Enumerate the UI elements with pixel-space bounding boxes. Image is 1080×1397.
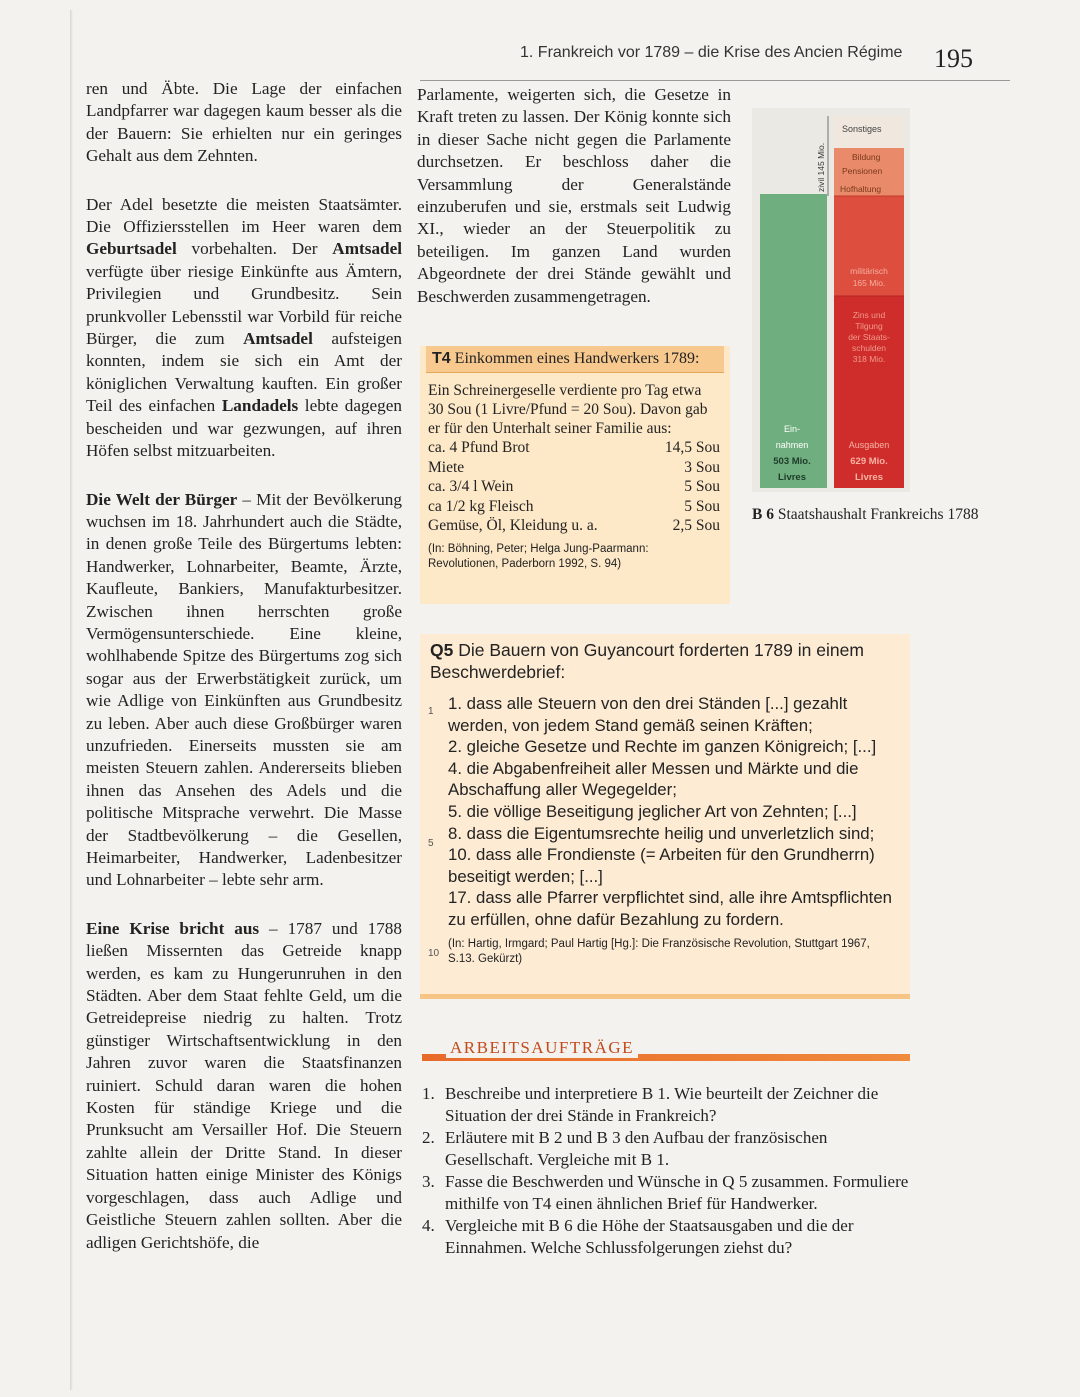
term-amtsadel: Amtsadel — [332, 239, 402, 259]
label-debt-3: der Staats- — [848, 332, 890, 342]
text-run: – 1787 und 1788 ließen Missernten das Getreide knapp werden, es kam zu Hungerunruhen in den Städten. Aber dem Staat fehlte Geld, um die Getreidepreise niedrig zu halten. Trotz günstiger Wirtschaftsentwicklung in den Jahren zuvor waren die Staatsfinanzen ruiniert. Schuld daran waren die hohen Kosten für ständige Kriege und die Prunksucht am Versailler Hof. Die Steuern zahlte allein der Dritte Stand. In dieser Situation hatten einige Minister des Königs vorgeschlagen, dass auch Adlige und Geistliche Steuern zahlen sollten. Aber die adligen Gerichtshöfe, die — [86, 918, 402, 1252]
t4-title-text: Einkommen eines Handwerkers 1789: — [454, 350, 700, 367]
t4-cost: 5 Sou — [684, 478, 720, 495]
t4-cost: 3 Sou — [684, 458, 720, 476]
t4-item: ca. 4 Pfund Brot — [428, 439, 530, 456]
arbeitsauftraege-heading — [422, 1038, 912, 1064]
task-item — [422, 1083, 914, 1127]
b6-caption-text: Staatshaushalt Frankreichs 1788 — [777, 506, 979, 523]
t4-item: ca 1/2 kg Fleisch — [428, 497, 534, 515]
q5-demand: 17. dass alle Pfarrer verpflichtet sind, alle ihre Amtspflichten zu erfüllen, ohne dafür Bezahlung zu fordern. — [448, 888, 892, 929]
task-number: 4. — [422, 1216, 435, 1235]
t4-row — [428, 458, 720, 478]
t4-intro: Ein Schreinergeselle verdiente pro Tag etwa 30 Sou (1 Livre/Pfund = 20 Sou). Davon gab er für den Unterhalt seiner Familie aus: — [428, 382, 708, 437]
header-rule — [420, 80, 1010, 81]
t4-cost: 14,5 Sou — [664, 439, 720, 456]
text-run: vorbehalten. Der — [176, 239, 333, 259]
t4-cost: 2,5 Sou — [672, 517, 720, 534]
t4-cost: 5 Sou — [684, 497, 720, 515]
label-debt-4: schulden — [851, 343, 887, 353]
label-expenses-3: Livres — [855, 472, 883, 483]
label-income-1: Ein- — [783, 424, 801, 434]
term-landadel: Landadels — [221, 396, 299, 416]
t4-source: (In: Böhning, Peter; Helga Jung-Paarmann: Revolutionen, Paderborn 1992, S. 94) — [428, 542, 649, 570]
text-run: aufsteigen konnten, indem sie sich ein Amt der königlichen Verwaltung kauften. Ein großer Teil des einfachen — [86, 329, 402, 416]
q5-demand: 2. gleiche Gesetze und Rechte im ganzen Königreich; [...] — [448, 737, 877, 757]
paragraph-clergy: ren und Äbte. Die Lage der einfachen Landpfarrer war dagegen kaum besser als die der Bauern: Sie erhielten nur ein geringes Gehalt aus dem Zehnten. — [86, 79, 402, 166]
t4-label: T4 — [432, 350, 451, 367]
b6-caption — [752, 505, 978, 525]
text-run: Der Adel besetzte die meisten Staatsämter. Die Offiziersstellen im Heer waren dem — [86, 194, 402, 237]
task-text: Beschreibe und interpretiere B 1. Wie beurteilt der Zeichner die Situation der drei Stände in Frankreich? — [445, 1084, 879, 1125]
paragraph-nobility — [86, 194, 402, 463]
task-list — [422, 1083, 914, 1259]
line-number: 5 — [428, 838, 434, 849]
q5-demand: 8. dass die Eigentumsrechte heilig und unverletzlich sind; — [448, 823, 875, 843]
t4-row — [428, 497, 720, 517]
text-run: – Mit der Bevölkerung wuchsen im 18. Jahrhundert auch die Städte, in denen große Teile des Bürgertums lebten: Handwerker, Lohnarbeiter, Beamte, Ärzte, Kaufleute, Bankiers, Manufakturbesitzer. Zwischen ihnen herrschten große Vermögensunterschiede. Eine kleine, wohlhabende Spitze des Bürgertums zog sich sogar aus der Erwerbstätigkeit zurück, um wie Adlige von Einkünften aus Grundbesitz zu leben. Aber auch diese Großbürger waren unzufrieden. Einerseits mussten sie am meisten Steuern zahlen. Andererseits blieben ihnen das Ansehen des Adels und die politische Mitsprache verwehrt. Die Masse der Stadtbevölkerung – die Gesellen, Heimarbeiter, Handwerker, Ladenbesitzer und Lohnarbeiter – lebte sehr arm. — [86, 489, 402, 890]
t4-item: Gemüse, Öl, Kleidung u. a. — [428, 517, 598, 534]
q5-demand: 1. dass alle Steuern von den drei Ständen [...] gezahlt werden, von jedem Stand gemäß seinen Kräften; — [448, 694, 848, 735]
label-bildung: Bildung — [852, 152, 881, 162]
page-number: 195 — [934, 44, 973, 73]
t4-expense-table — [428, 438, 720, 536]
t4-title — [426, 346, 724, 373]
q5-title: Die Bauern von Guyancourt forderten 1789 in einem Beschwerdebrief: — [430, 640, 864, 682]
task-text: Fasse die Beschwerden und Wünsche in Q 5 zusammen. Formuliere mithilfe von T4 einen ähnlichen Brief für Handwerker. — [445, 1172, 909, 1213]
q5-label: Q5 — [430, 640, 454, 660]
running-title: 1. Frankreich vor 1789 – die Krise des Ancien Régime — [520, 44, 903, 61]
term-geburtsadel: Geburtsadel — [86, 239, 177, 259]
task-text: Vergleiche mit B 6 die Höhe der Staatsausgaben und die der Einnahmen. Welche Schlussfolgerungen ziehst du? — [445, 1216, 854, 1257]
label-debt-5: 318 Mio. — [852, 354, 886, 364]
q5-demand: 10. dass alle Frondienste (= Arbeiten für den Grundherrn) beseitigt werden; [...] — [448, 845, 875, 886]
label-pensionen: Pensionen — [842, 166, 883, 176]
section-heading-krise: Eine Krise bricht aus — [86, 918, 260, 938]
heading-label: ARBEITSAUFTRÄGE — [446, 1038, 638, 1058]
task-number: 3. — [422, 1172, 435, 1191]
q5-source: (In: Hartig, Irmgard; Paul Hartig [Hg.]: Die Französische Revolution, Stuttgart 1967, S.13. Gekürzt) — [448, 937, 870, 965]
label-debt-1: Zins und — [852, 310, 886, 320]
q5-demand: 5. die völlige Beseitigung jeglicher Art von Zehnten; [...] — [448, 801, 857, 821]
t4-item: ca. 3/4 l Wein — [428, 478, 514, 495]
q5-demand: 4. die Abgabenfreiheit aller Messen und Märkte und die Abschaffung aller Wegegelder; — [448, 758, 859, 800]
second-text-column: Parlamente, weigerten sich, die Gesetze in Kraft treten zu lassen. Der König konnte sich in dieser Sache nicht gegen die Parlamente durchsetzen. Er beschloss daher die Versammlung der Generalstände einzuberufen und sie, erstmals seit Ludwig XI., wieder an der Steuerpolitik zu beteiligen. Im ganzen Land wurden Abgeordnete der drei Stände gewählt und Beschwerden zusammengetragen. — [417, 85, 731, 306]
t4-row — [428, 477, 720, 497]
t4-item: Miete — [428, 458, 465, 476]
q5-heading — [420, 634, 910, 683]
t4-row — [428, 438, 720, 458]
t4-body — [420, 373, 730, 536]
b6-caption-label: B 6 — [752, 506, 774, 523]
main-text-column — [86, 78, 402, 1280]
text-run: verfügte über riesige Einkünfte aus Ämtern, Privilegien und Grundbesitz. Sein prunkvoller Lebensstil war Vorbild für reiche Bürger, die zum — [86, 261, 402, 349]
text-run: lebte dagegen bescheiden und war gezwungen, auf ihren Höfen selbst mitzuarbeiten. — [86, 396, 402, 461]
paragraph-buerger — [86, 489, 402, 892]
line-number: 10 — [428, 948, 440, 959]
label-income-4: Livres — [778, 472, 806, 483]
label-military-1: militärisch — [850, 266, 888, 276]
b6-budget-chart — [752, 108, 910, 492]
label-military-2: 165 Mio. — [852, 278, 886, 288]
t4-income-box — [420, 346, 730, 604]
label-income-2: nahmen — [775, 440, 809, 450]
t4-row — [428, 516, 720, 536]
q5-source-box — [420, 634, 910, 999]
paragraph-krise — [86, 918, 402, 1254]
label-expenses-2: 629 Mio. — [850, 456, 888, 467]
section-heading-buerger: Die Welt der Bürger — [86, 489, 238, 509]
task-item — [422, 1171, 914, 1215]
task-number: 2. — [422, 1128, 435, 1147]
term-amtsadel: Amtsadel — [243, 329, 313, 349]
label-expenses-1: Ausgaben — [848, 440, 890, 450]
line-number: 1 — [428, 706, 434, 717]
task-item — [422, 1127, 914, 1171]
task-item — [422, 1215, 914, 1259]
label-income-3: 503 Mio. — [773, 456, 811, 467]
label-civil: zivil 145 Mio. — [816, 142, 826, 192]
label-debt-2: Tilgung — [855, 321, 883, 331]
label-hofhaltung: Hofhaltung — [840, 184, 882, 194]
task-number: 1. — [422, 1084, 435, 1103]
task-text: Erläutere mit B 2 und B 3 den Aufbau der französischen Gesellschaft. Vergleiche mit B 1. — [445, 1128, 828, 1169]
label-sonstiges: Sonstiges — [842, 124, 882, 134]
page-crease — [70, 10, 73, 1390]
